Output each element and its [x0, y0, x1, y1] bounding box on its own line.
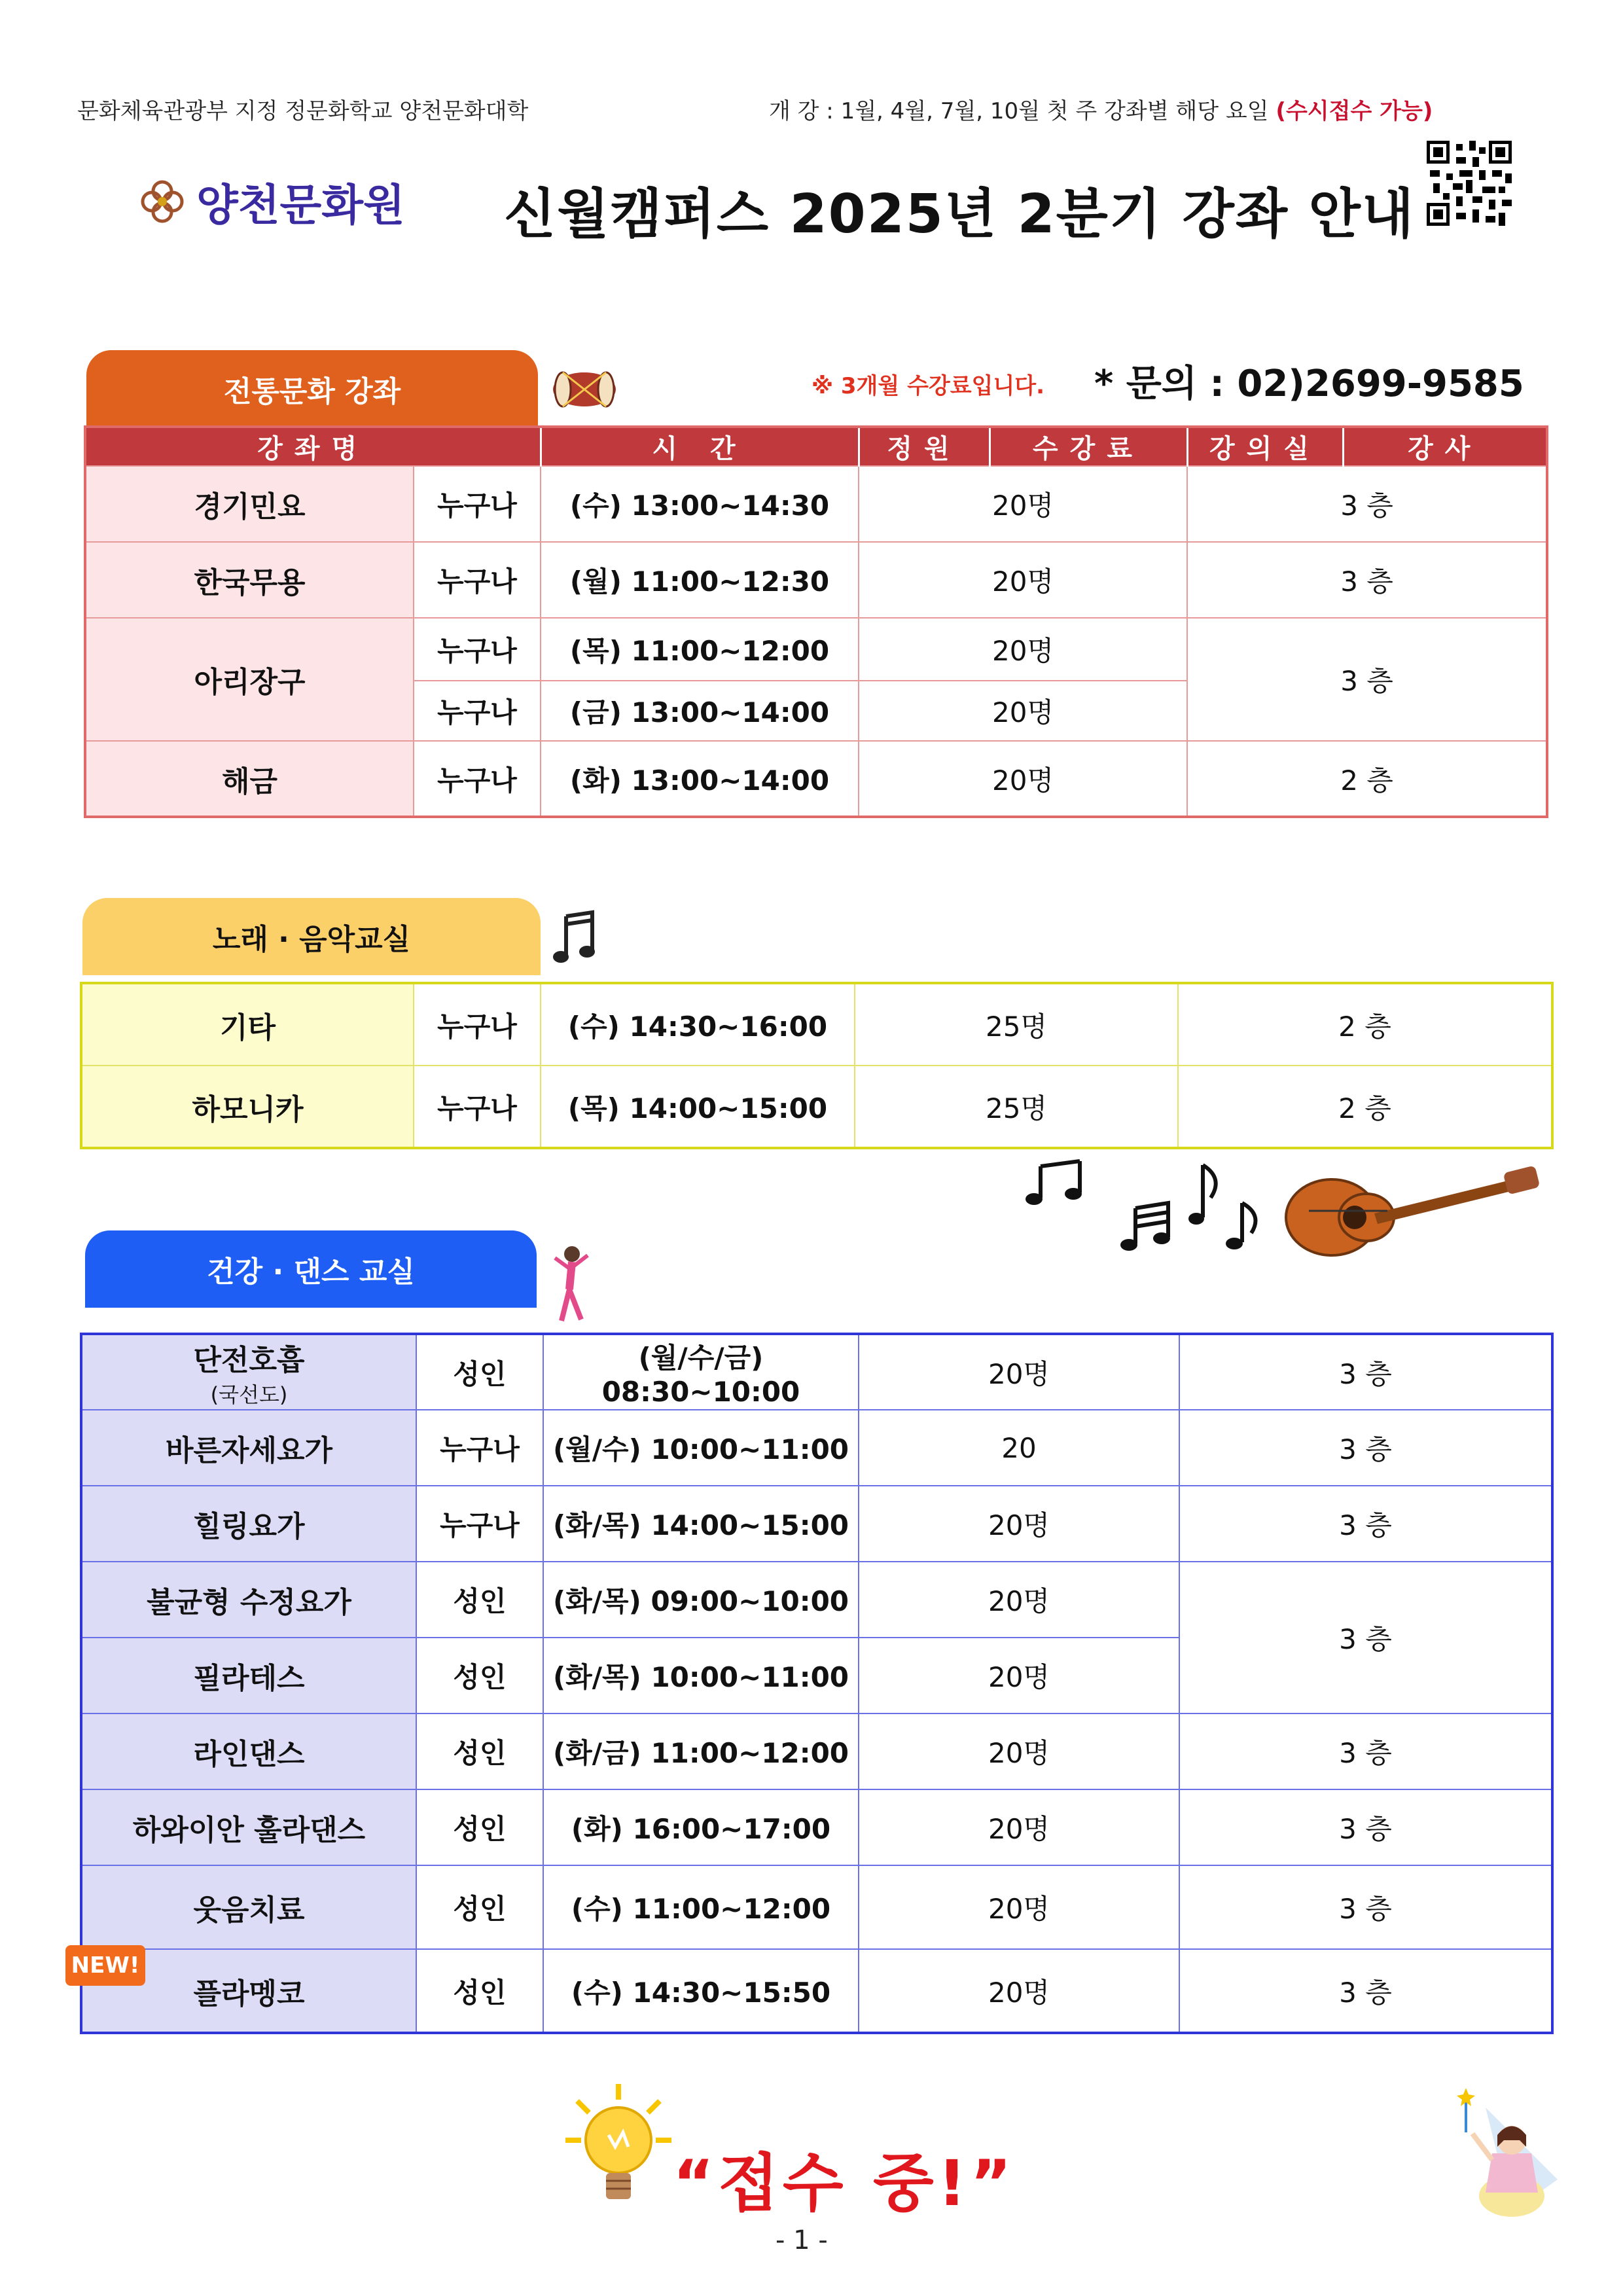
course-capacity: 20명: [859, 1334, 1179, 1410]
course-time: (화/목) 09:00~10:00: [543, 1562, 859, 1638]
course-target: 누구나: [414, 681, 541, 741]
health-dance-course-table: [80, 1333, 1554, 2034]
course-name-main: 단전호흡: [193, 1343, 305, 1377]
table-row: [81, 1713, 1552, 1789]
course-capacity: 25명: [855, 1066, 1178, 1148]
table-header-row: [85, 427, 1547, 466]
course-time: (화/목) 10:00~11:00: [543, 1638, 859, 1713]
course-name: 불균형 수정요가: [81, 1562, 416, 1638]
course-room: 3 층: [1179, 1410, 1552, 1486]
header-right-text: [769, 93, 1433, 125]
course-capacity: 20명: [859, 1562, 1179, 1638]
course-name: 아리장구: [85, 618, 414, 741]
table-row: [81, 1410, 1552, 1486]
course-target: 누구나: [414, 1066, 541, 1148]
course-room: 3 층: [1187, 466, 1547, 542]
course-room: 3 층: [1179, 1713, 1552, 1789]
course-room: 2 층: [1178, 1066, 1552, 1148]
flower-logo-icon: [137, 177, 187, 226]
col-header-capacity: 정원: [859, 427, 990, 466]
section-tab-health-dance: 건강 · 댄스 교실: [85, 1230, 537, 1308]
col-header-room: 강의실: [1187, 427, 1343, 466]
course-capacity: 20명: [859, 1486, 1179, 1562]
course-capacity: 20명: [859, 1638, 1179, 1713]
course-target: 성인: [416, 1562, 543, 1638]
table-row: [81, 1486, 1552, 1562]
course-target: 성인: [416, 1865, 543, 1949]
new-badge: NEW!: [65, 1945, 145, 1986]
rolling-enrollment-note: (수시접수 가능): [1275, 98, 1433, 124]
course-capacity: 20명: [859, 1713, 1179, 1789]
course-name: 하와이안 훌라댄스: [81, 1789, 416, 1865]
course-time: (월) 11:00~12:30: [541, 542, 859, 618]
col-header-fee: 수강료: [990, 427, 1187, 466]
table-row: [81, 1949, 1552, 2033]
course-time: (화/금) 11:00~12:00: [543, 1713, 859, 1789]
table-row: [81, 1789, 1552, 1865]
course-name: [81, 1334, 416, 1410]
course-name: 한국무용: [85, 542, 414, 618]
course-time: (화) 13:00~14:00: [541, 741, 859, 817]
course-room: 3 층: [1179, 1562, 1552, 1713]
music-course-table: [80, 982, 1554, 1149]
course-room: 2 층: [1187, 741, 1547, 817]
course-target: 성인: [416, 1789, 543, 1865]
reception-banner: “접수 중!”: [673, 2147, 1016, 2220]
opening-info: 개 강 : 1월, 4월, 7월, 10월 첫 주 강좌별 해당 요일: [769, 98, 1269, 124]
course-capacity: 20명: [859, 466, 1187, 542]
table-row: [85, 618, 1547, 681]
table-row: [81, 1066, 1552, 1148]
course-target: 성인: [416, 1949, 543, 2033]
traditional-course-table: [84, 425, 1548, 818]
col-header-instructor: 강사: [1343, 427, 1547, 466]
course-capacity: 25명: [855, 983, 1178, 1066]
course-room: 3 층: [1179, 1334, 1552, 1410]
course-time: (목) 14:00~15:00: [541, 1066, 855, 1148]
course-name: 필라테스: [81, 1638, 416, 1713]
course-name-sub: (국선도): [210, 1382, 288, 1407]
course-target: 누구나: [414, 741, 541, 817]
course-time: (수) 13:00~14:30: [541, 466, 859, 542]
course-room: 3 층: [1179, 1486, 1552, 1562]
col-header-time: 시 간: [541, 427, 859, 466]
table-row: [85, 466, 1547, 542]
music-note-icon: [553, 910, 599, 966]
course-name: 해금: [85, 741, 414, 817]
course-room: 3 층: [1187, 618, 1547, 741]
table-row: [81, 1865, 1552, 1949]
lightbulb-icon: [563, 2081, 674, 2212]
table-row: [81, 983, 1552, 1066]
course-target: 누구나: [414, 618, 541, 681]
page-title: 신월캠퍼스 2025년 2분기 강좌 안내: [504, 183, 1416, 245]
course-name: 경기민요: [85, 466, 414, 542]
course-room: 3 층: [1179, 1789, 1552, 1865]
course-name: 힐링요가: [81, 1486, 416, 1562]
course-target: 누구나: [414, 542, 541, 618]
course-capacity: 20명: [859, 1949, 1179, 2033]
logo: [137, 170, 405, 232]
header-left-text: 문화체육관광부 지정 정문화학교 양천문화대학: [77, 98, 529, 124]
course-name: 라인댄스: [81, 1713, 416, 1789]
table-row: [81, 1562, 1552, 1638]
course-capacity: 20: [859, 1410, 1179, 1486]
course-name: 하모니카: [81, 1066, 414, 1148]
course-room: 3 층: [1179, 1949, 1552, 2033]
course-time: (화) 16:00~17:00: [543, 1789, 859, 1865]
course-capacity: 20명: [859, 542, 1187, 618]
course-time: (수) 11:00~12:00: [543, 1865, 859, 1949]
course-name: 기타: [81, 983, 414, 1066]
course-capacity: 20명: [859, 618, 1187, 681]
course-target: 누구나: [414, 466, 541, 542]
col-header-course: 강좌명: [85, 427, 541, 466]
course-name: 플라멩코: [81, 1949, 416, 2033]
course-room: 3 층: [1179, 1865, 1552, 1949]
course-time: (수) 14:30~16:00: [541, 983, 855, 1066]
course-name: 바른자세요가: [81, 1410, 416, 1486]
course-target: 누구나: [414, 983, 541, 1066]
course-time: (목) 11:00~12:00: [541, 618, 859, 681]
drum-icon: [548, 367, 620, 412]
course-time: (월/수/금) 08:30~10:00: [543, 1334, 859, 1410]
contact-phone: * 문의 : 02)2699-9585: [1094, 363, 1524, 405]
course-target: 성인: [416, 1638, 543, 1713]
course-capacity: 20명: [859, 681, 1187, 741]
page-number: - 1 -: [776, 2225, 828, 2255]
table-row: [85, 741, 1547, 817]
course-time: (수) 14:30~15:50: [543, 1949, 859, 2033]
course-target: 누구나: [416, 1410, 543, 1486]
course-room: 3 층: [1187, 542, 1547, 618]
music-notes-decoration: [1021, 1152, 1544, 1270]
table-row: [81, 1334, 1552, 1410]
fairy-illustration-icon: [1446, 2081, 1564, 2219]
fee-note: ※ 3개월 수강료입니다.: [812, 373, 1045, 399]
table-row: [85, 542, 1547, 618]
course-capacity: 20명: [859, 1789, 1179, 1865]
dancer-icon: [550, 1244, 596, 1329]
course-capacity: 20명: [859, 741, 1187, 817]
course-time: (화/목) 14:00~15:00: [543, 1486, 859, 1562]
course-time: (금) 13:00~14:00: [541, 681, 859, 741]
course-target: 누구나: [416, 1486, 543, 1562]
qr-code-icon[interactable]: [1427, 141, 1512, 226]
course-target: 성인: [416, 1713, 543, 1789]
course-time: (월/수) 10:00~11:00: [543, 1410, 859, 1486]
course-room: 2 층: [1178, 983, 1552, 1066]
section-tab-traditional: 전통문화 강좌: [86, 350, 538, 427]
course-target: 성인: [416, 1334, 543, 1410]
logo-text: 양천문화원: [196, 180, 405, 230]
section-tab-music: 노래 · 음악교실: [82, 898, 541, 975]
course-capacity: 20명: [859, 1865, 1179, 1949]
course-name: 웃음치료: [81, 1865, 416, 1949]
